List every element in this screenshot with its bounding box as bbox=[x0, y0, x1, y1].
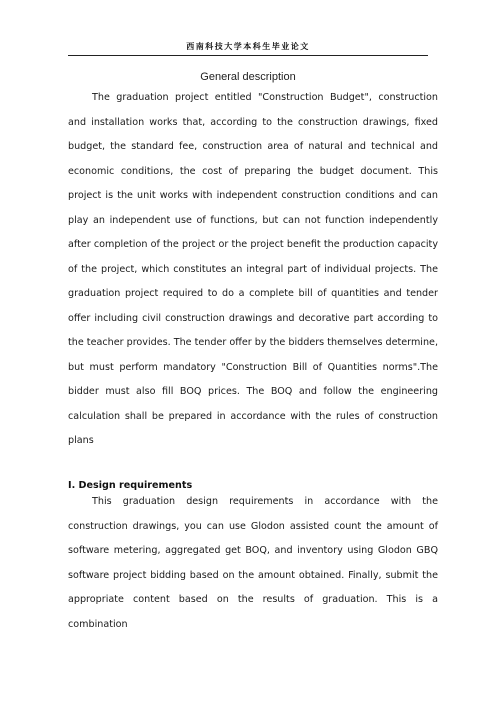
body-paragraph-1 bbox=[68, 86, 438, 454]
section-heading: I. Design requirements bbox=[68, 480, 193, 491]
header-divider bbox=[68, 55, 428, 56]
paragraph-text: This graduation design requirements in accordance with the construction drawings, you can use Glodon assisted count the amount of software metering, aggregated get BOQ, and inventory using Glodon GBQ software project bidding based on the amount obtained. Finally, submit the appropriate content based on the results of graduation. This is a combination bbox=[68, 496, 438, 630]
body-paragraph-2 bbox=[68, 490, 438, 637]
paragraph-text: The graduation project entitled "Construction Budget", construction and installation works that, according to the construction drawings, fixed budget, the standard fee, construction area of natural and technical and economic conditions, the cost of preparing the budget document. This project is the unit works with independent construction conditions and can play an independent use of functions, but can not function independently after completion of the project or the project benefit the production capacity of the project, which constitutes an integral part of individual projects. The graduation project required to do a complete bill of quantities and tender offer including civil construction drawings and decorative part according to the teacher provides. The tender offer by the bidders themselves determine, but must perform mandatory "Construction Bill of Quantities norms".The bidder must also fill BOQ prices. The BOQ and follow the engineering calculation shall be prepared in accordance with the rules of construction plans bbox=[68, 92, 438, 446]
running-header: 西南科技大学本科生毕业论文 bbox=[186, 41, 310, 51]
section-title: General description bbox=[200, 71, 296, 83]
